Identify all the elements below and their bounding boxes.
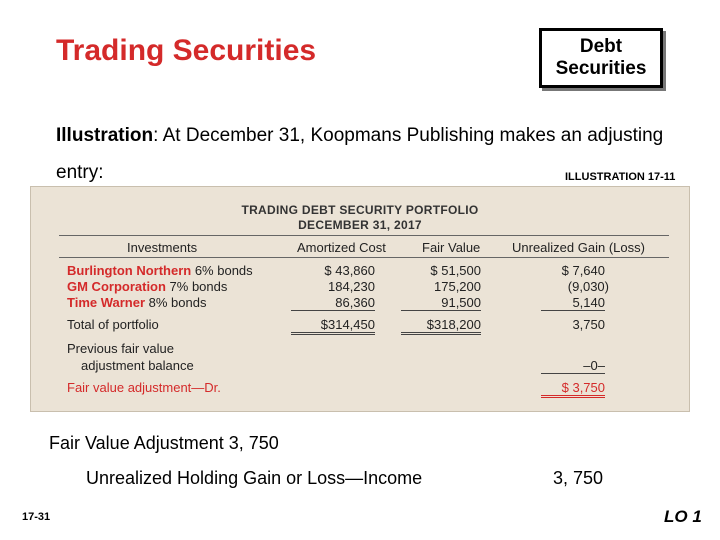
journal-debit-line: Fair Value Adjustment 3, 750 xyxy=(49,433,279,453)
prev-value: –0– xyxy=(541,358,605,374)
row3-fair: 91,500 xyxy=(401,295,481,311)
illustration-tag: ILLUSTRATION 17-11 xyxy=(565,171,676,183)
learning-objective: LO 1 xyxy=(664,507,702,526)
slide-title: Trading Securities xyxy=(56,34,317,67)
header-rule-bottom xyxy=(59,257,669,258)
table-row: GM Corporation 7% bonds xyxy=(67,279,228,294)
adj-value: $ 3,750 xyxy=(541,380,605,398)
col-header-amortized-cost: Amortized Cost xyxy=(297,240,386,255)
illustration-label: Illustration xyxy=(56,125,154,146)
col-header-fair-value: Fair Value xyxy=(422,240,481,255)
journal-credit-line: Unrealized Holding Gain or Loss—Income xyxy=(86,468,423,488)
journal-credit-amount: 3, 750 xyxy=(553,468,604,488)
total-label: Total of portfolio xyxy=(67,317,159,332)
debt-securities-badge: Debt Securities xyxy=(539,28,663,88)
total-gain: 3,750 xyxy=(572,317,605,332)
row1-cost: $ 43,860 xyxy=(324,263,375,278)
row3-cost: 86,360 xyxy=(291,295,375,311)
row2-gain: (9,030) xyxy=(567,279,609,294)
portfolio-table xyxy=(30,186,690,412)
table-row: Burlington Northern 6% bonds xyxy=(67,263,253,278)
table-date: DECEMBER 31, 2017 xyxy=(298,218,422,232)
col-header-investments: Investments xyxy=(127,240,198,255)
adj-label: Fair value adjustment—Dr. xyxy=(67,380,221,395)
header-rule-top xyxy=(59,235,669,236)
table-row: Time Warner 8% bonds xyxy=(67,295,207,310)
total-fair: $318,200 xyxy=(401,317,481,335)
row2-fair: 175,200 xyxy=(434,279,481,294)
prev-label-2: adjustment balance xyxy=(81,358,194,373)
table-title: TRADING DEBT SECURITY PORTFOLIO xyxy=(241,203,479,217)
row1-fair: $ 51,500 xyxy=(430,263,481,278)
prev-label-1: Previous fair value xyxy=(67,341,174,356)
illustration-body: : At December 31, Koopmans Publishing makes an adjusting entry: xyxy=(56,125,664,183)
slide-number: 17-31 xyxy=(22,511,51,523)
row3-gain: 5,140 xyxy=(541,295,605,311)
row1-gain: $ 7,640 xyxy=(561,263,605,278)
col-header-unrealized: Unrealized Gain (Loss) xyxy=(512,240,645,255)
row2-cost: 184,230 xyxy=(328,279,375,294)
total-cost: $314,450 xyxy=(291,317,375,335)
